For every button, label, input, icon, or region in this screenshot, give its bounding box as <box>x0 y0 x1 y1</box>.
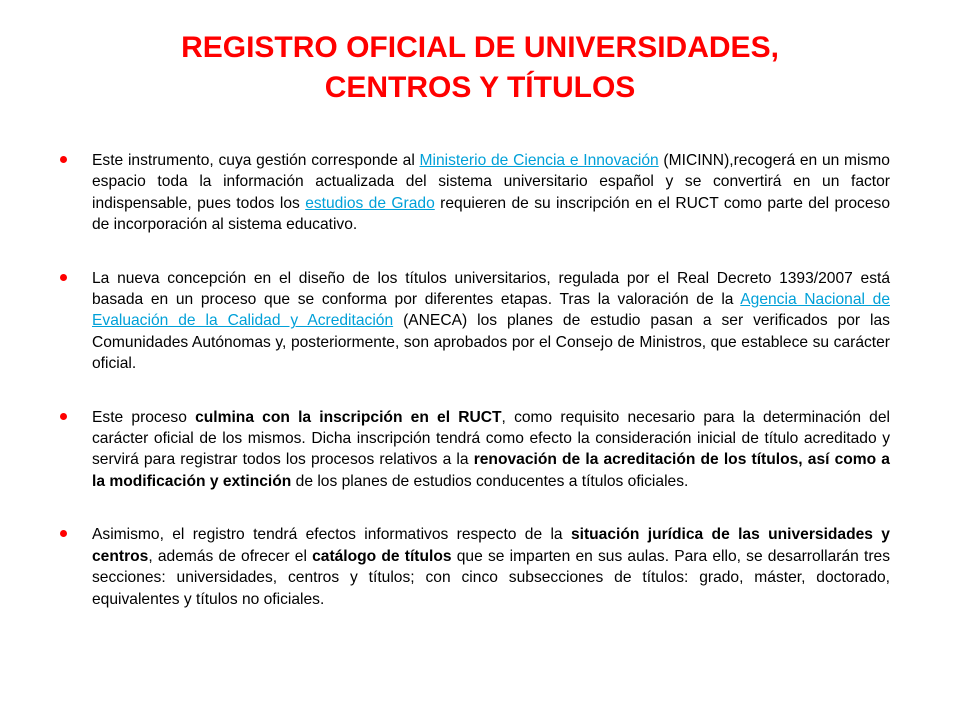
bullet-text: Este instrumento, cuya gestión corresponde al <box>92 152 420 169</box>
bullet-item-2 <box>60 268 890 375</box>
bullet-dot-icon <box>60 156 67 163</box>
link-aneca[interactable]: Agencia Nacional de Evaluación de la Calidad y Acreditación <box>92 291 890 330</box>
bold-text: situación jurídica de las universidades y centros <box>92 526 890 565</box>
bullet-text: (ANECA) los planes de estudio pasan a ser verificados por las Comunidades Autónomas y, posteriormente, son aprobados por el Consejo de Ministros, que establece su carácter oficial. <box>92 312 890 373</box>
bullet-item-4 <box>60 524 890 610</box>
title-line-2: CENTROS Y TÍTULOS <box>324 71 636 104</box>
bold-text: catálogo de títulos <box>312 547 452 565</box>
bold-text: renovación de la acreditación de los títulos, así como a la modificación y extinción <box>92 451 890 490</box>
bullet-text: , además de ofrecer el <box>148 547 313 565</box>
link-ministerio[interactable]: Ministerio de Ciencia e Innovación <box>419 152 659 169</box>
bullet-text: , como requisito necesario para la determinación del carácter oficial de los mismos. Dicha inscripción tendrá como efecto la consideración inicial de título acreditado y servirá para registrar todos los procesos relativos a la <box>92 408 890 469</box>
slide-title <box>80 28 880 108</box>
bullet-text: requieren de su inscripción en el RUCT como parte del proceso de incorporación al sistema educativo. <box>92 194 890 234</box>
title-line-1: REGISTRO OFICIAL DE UNIVERSIDADES, <box>181 31 779 64</box>
bullet-text: (MICINN),recogerá en un mismo espacio toda la información actualizada del sistema universitario español y se convertirá en un factor indispensable, pues todos los <box>92 152 890 212</box>
bullet-list <box>60 150 890 610</box>
bullet-text: que se imparten en sus aulas. Para ello, se desarrollarán tres secciones: universidades, centros y títulos; con cinco subsecciones de títulos: grado, máster, doctorado, equivalentes y títulos no oficiales. <box>92 547 890 608</box>
bullet-dot-icon <box>60 274 67 281</box>
bullet-text: La nueva concepción en el diseño de los títulos universitarios, regulada por el Real Decreto 1393/2007 está basada en un proceso que se conforma por diferentes etapas. Tras la valoración de la <box>92 269 890 309</box>
bullet-item-3 <box>60 407 890 493</box>
link-estudios-grado[interactable]: estudios de Grado <box>305 194 435 212</box>
bullet-text: de los planes de estudios conducentes a títulos oficiales. <box>291 472 689 490</box>
bullet-item-1 <box>60 150 890 236</box>
bold-text: culmina con la inscripción en el RUCT <box>195 408 502 426</box>
bullet-dot-icon <box>60 413 67 420</box>
bullet-dot-icon <box>60 530 67 537</box>
bullet-text: Asimismo, el registro tendrá efectos informativos respecto de la <box>92 526 571 544</box>
bullet-text: Este proceso <box>92 408 196 426</box>
